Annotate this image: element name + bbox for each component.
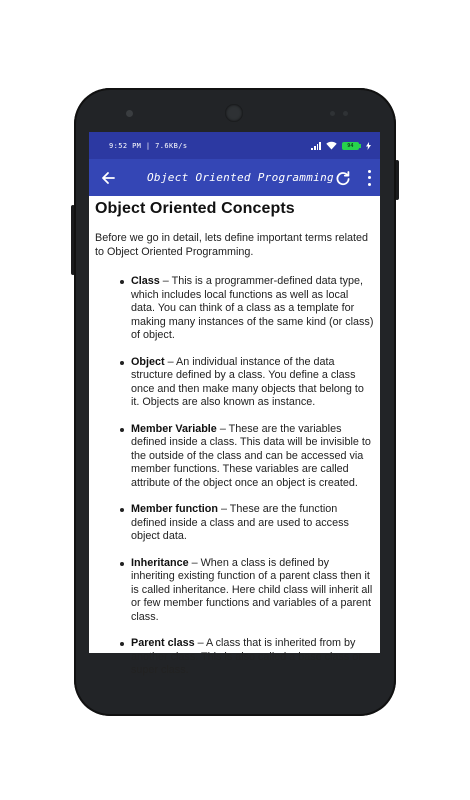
term-description: – This is a programmer-defined data type, which includes local functions as well as local data. You can think of a class as a template for making many instances of the same kind (or class) of object.: [131, 275, 374, 341]
term-label: Inheritance: [131, 556, 189, 569]
article-intro: Before we go in detail, lets define important terms related to Object Oriented Programming.: [95, 232, 369, 258]
list-item: [131, 275, 374, 343]
back-arrow-icon[interactable]: [101, 171, 115, 185]
term-description: – A class that is inherited from by another class. This is also called a base class or super class.: [131, 637, 362, 676]
term-description: – When a class is defined by inheriting existing function of a parent class then it is called inheritance. Here child class will inherit all or few member functions and variables of a parent class.: [131, 556, 373, 623]
signal-icon: [311, 142, 321, 150]
term-label: Member Variable: [131, 422, 217, 435]
refresh-icon[interactable]: [335, 170, 351, 186]
app-toolbar: [89, 159, 380, 196]
battery-level: 94: [342, 142, 359, 150]
screen: [89, 132, 380, 676]
list-item: [131, 503, 374, 544]
list-item: [131, 637, 374, 678]
charging-icon: [366, 142, 371, 150]
proximity-sensor: [330, 111, 335, 116]
more-options-icon[interactable]: [367, 170, 371, 186]
article-content: [89, 196, 380, 678]
article-heading: Object Oriented Concepts: [95, 200, 295, 217]
term-description: – These are the function defined inside a class and are used to access object data.: [131, 503, 349, 542]
term-description: – An individual instance of the data structure defined by a class. You define a class once and then make many objects that belong to it. Objects are also known as instance.: [131, 355, 364, 408]
status-bar: [89, 132, 380, 159]
wifi-icon: [326, 141, 337, 150]
term-description: – These are the variables defined inside a class. This data will be invisible to the outside of the class and can be accessed via member functions. These variables are called attribute of the object once an object is created.: [131, 422, 371, 489]
concept-list: [95, 275, 374, 678]
term-label: Member function: [131, 503, 218, 515]
front-camera: [126, 110, 133, 117]
list-item: [131, 423, 374, 491]
battery-icon: [342, 142, 361, 150]
earpiece-speaker: [225, 104, 243, 122]
status-time: 9:52 PM | 7.6KB/s: [109, 141, 188, 150]
term-label: Parent class: [131, 637, 195, 649]
list-item: [131, 557, 374, 625]
term-label: Object: [131, 355, 165, 368]
page-title: Object Oriented Programming: [147, 171, 334, 184]
term-label: Class: [131, 275, 160, 287]
light-sensor: [343, 111, 348, 116]
list-item: [131, 356, 374, 410]
